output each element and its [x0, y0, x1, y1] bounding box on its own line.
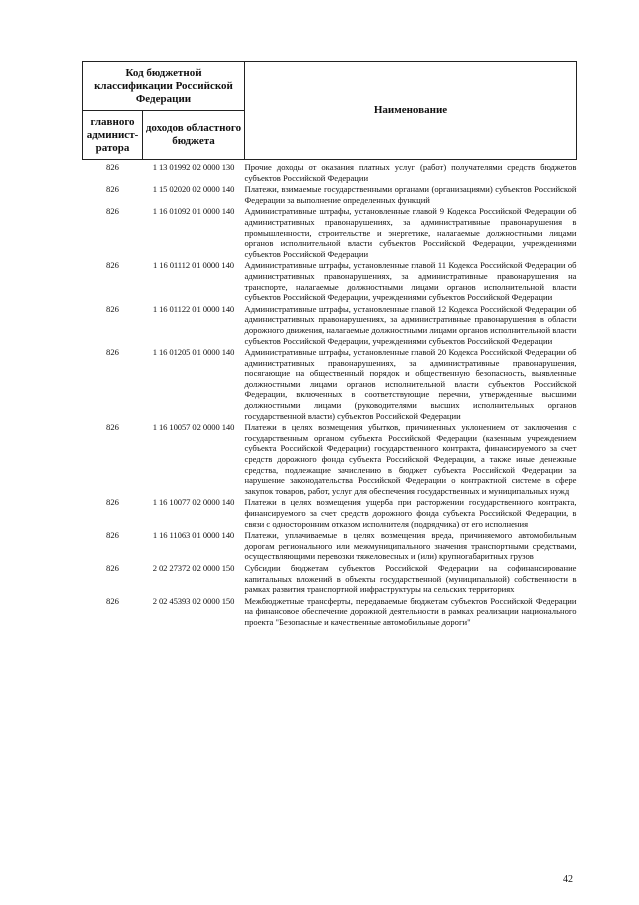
admin-code: 826 [106, 497, 119, 508]
header-regional-budget-revenue: доходов областного бюджета [143, 111, 245, 160]
table-row [83, 530, 577, 563]
revenue-name: Административные штрафы, установленные главой 11 Кодекса Российской Федерации об административных правонарушениях, за административные правонарушения на транспорте, налагаемые должностными лицами органов исполнительной власти субъектов Российской Федерации, учреждениями субъектов Российской Федерации [244, 260, 577, 303]
admin-code: 826 [106, 162, 119, 172]
revenue-name: Платежи, уплачиваемые в целях возмещения вреда, причиняемого автомобильным дорогам регионального или межмуниципального значения транспортными средствами, осуществляющими перевозки тяжеловесных и (или) крупногабаритных грузов [244, 530, 577, 562]
revenue-code: 1 13 01992 02 0000 130 [152, 162, 235, 172]
budget-classification-table [82, 61, 577, 629]
header-budget-classification-code: Код бюджетной классификации Российской Федерации [83, 62, 245, 111]
table-row [83, 347, 577, 422]
admin-code: 826 [106, 422, 119, 433]
revenue-code: 1 16 10057 02 0000 140 [152, 422, 235, 433]
table-row [83, 563, 577, 596]
table-row [83, 206, 577, 260]
admin-code: 826 [106, 562, 119, 573]
revenue-code: 2 02 27372 02 0000 150 [152, 562, 235, 573]
table-row [83, 497, 577, 530]
revenue-code: 1 16 01205 01 0000 140 [152, 347, 235, 358]
revenue-name: Административные штрафы, установленные главой 12 Кодекса Российской Федерации об административных правонарушениях, за административные правонарушения в области дорожного движения, налагаемые должностными лицами органов исполнительной власти субъектов Российской Федерации, учреждениями субъектов Российской Федерации [244, 303, 577, 346]
revenue-code: 2 02 45393 02 0000 150 [152, 595, 235, 606]
page-number: 42 [563, 874, 573, 885]
header-name: Наименование [245, 62, 577, 160]
admin-code: 826 [106, 184, 119, 195]
table-row [83, 304, 577, 347]
revenue-code: 1 16 11063 01 0000 140 [152, 530, 235, 541]
revenue-name: Платежи, взимаемые государственными органами (организациями) субъектов Российской Федерации за выполнение определенных функций [244, 184, 577, 205]
admin-code: 826 [106, 206, 119, 217]
revenue-code: 1 16 01122 01 0000 140 [152, 303, 235, 314]
header-main-administrator: главного админист- ратора [83, 111, 143, 160]
revenue-code: 1 16 01092 01 0000 140 [152, 206, 235, 217]
revenue-name: Субсидии бюджетам субъектов Российской Федерации на софинансирование капитальных вложений в объекты государственной (муниципальной) собственности в рамках развития транспортной инфраструктуры на сельских территориях [244, 562, 577, 595]
revenue-name: Административные штрафы, установленные главой 20 Кодекса Российской Федерации об административных правонарушениях, за административные правонарушения, посягающие на общественный порядок и общественную безопасность, выявленные должностными лицами органов исполнительной власти субъектов Российской Федерации, включенных в соответствующие перечни, утвержденные высшими должностными лицами (руководителями высших исполнительных органов государственной власти) субъектов Российской Федерации [244, 347, 577, 421]
table-row [83, 260, 577, 303]
table-row [83, 184, 577, 206]
table-row [83, 160, 577, 185]
revenue-name: Межбюджетные трансферты, передаваемые бюджетам субъектов Российской Федерации на финансовое обеспечение дорожной деятельности в рамках реализации национального проекта "Безопасные и качественные автомобильные дороги" [244, 595, 577, 627]
revenue-code: 1 16 01112 01 0000 140 [153, 260, 234, 271]
admin-code: 826 [106, 595, 119, 606]
admin-code: 826 [106, 347, 119, 358]
revenue-name: Прочие доходы от оказания платных услуг (работ) получателями средств бюджетов субъектов Российской Федерации [244, 162, 577, 183]
admin-code: 826 [106, 303, 119, 314]
admin-code: 826 [106, 530, 119, 541]
revenue-code: 1 16 10077 02 0000 140 [152, 497, 235, 508]
revenue-name: Платежи в целях возмещения убытков, причиненных уклонением от заключения с государственным органом субъекта Российской Федерации (казенным учреждением субъекта Российской Федерации) государственного контракта, финансируемого за счет средств дорожного фонда субъекта Российской Федерации, а также иные денежные средства, подлежащие зачислению в бюджет субъекта Российской Федерации за нарушение законодательства Российской Федерации о контрактной системе в сфере закупок товаров, работ, услуг для обеспечения государственных и муниципальных нужд [244, 422, 577, 496]
table-row [83, 422, 577, 497]
admin-code: 826 [106, 260, 119, 271]
revenue-name: Административные штрафы, установленные главой 9 Кодекса Российской Федерации об административных правонарушениях, за административные правонарушения в промышленности, строительстве и энергетике, налагаемые должностными лицами органов исполнительной власти субъектов Российской Федерации, учреждениями субъектов Российской Федерации [244, 206, 577, 259]
table-row [83, 596, 577, 629]
revenue-name: Платежи в целях возмещения ущерба при расторжении государственного контракта, финансируемого за счет средств дорожного фонда субъекта Российской Федерации, в связи с односторонним отказом исполнителя (подрядчика) от его исполнения [244, 497, 577, 529]
revenue-code: 1 15 02020 02 0000 140 [152, 184, 235, 195]
